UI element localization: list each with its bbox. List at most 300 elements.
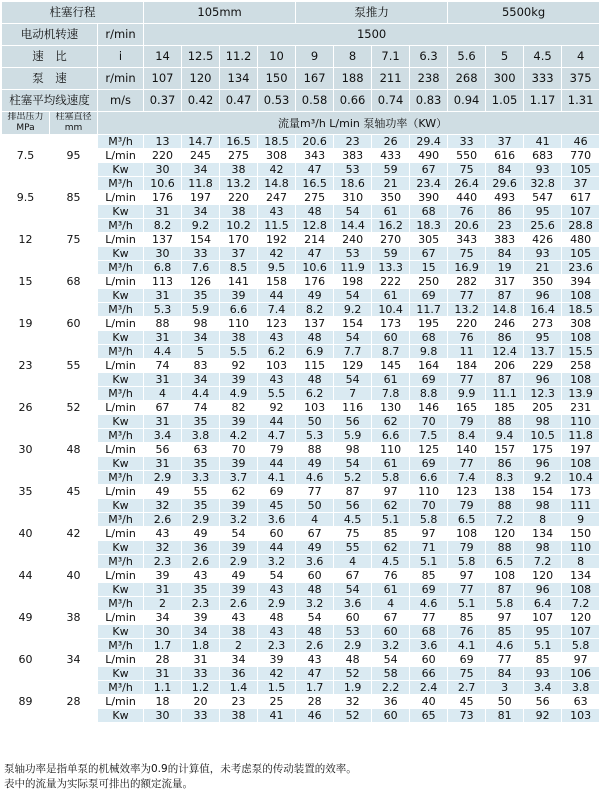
data-cell: 14.8 [258, 177, 296, 191]
data-cell: 2.6 [144, 513, 182, 527]
data-cell: 95 [524, 625, 562, 639]
data-cell: 140 [448, 443, 486, 457]
data-cell: 7.8 [372, 387, 410, 401]
data-cell: 34 [182, 373, 220, 387]
data-cell: 108 [562, 457, 600, 471]
data-cell: 70 [220, 443, 258, 457]
unit-label: M³/h [98, 597, 144, 611]
data-cell: 134 [524, 527, 562, 541]
data-cell: 92 [220, 359, 258, 373]
data-cell: 77 [410, 611, 448, 625]
diameter-value: 55 [50, 345, 98, 387]
unit-label: Kw [98, 709, 144, 723]
data-cell: 3.2 [258, 555, 296, 569]
data-cell: 7.4 [258, 303, 296, 317]
data-cell: 3.6 [258, 513, 296, 527]
data-cell: 2.9 [220, 555, 258, 569]
unit-label: M³/h [98, 261, 144, 275]
data-cell: 16.4 [524, 303, 562, 317]
data-cell: 88 [486, 541, 524, 555]
data-cell: 108 [562, 331, 600, 345]
data-cell: 18.3 [410, 219, 448, 233]
data-cell: 103 [562, 709, 600, 723]
data-cell: 46 [562, 135, 600, 149]
stroke-row [2, 2, 600, 24]
data-cell: 38 [220, 331, 258, 345]
data-cell: 205 [524, 401, 562, 415]
data-cell: 44 [258, 541, 296, 555]
data-cell: 47 [296, 247, 334, 261]
data-cell: 13.9 [562, 387, 600, 401]
data-cell: 61 [372, 583, 410, 597]
unit-label: L/min [98, 569, 144, 583]
data-cell: 34 [182, 205, 220, 219]
data-cell: 350 [372, 191, 410, 205]
diameter-value: 60 [50, 303, 98, 345]
data-cell: 157 [486, 443, 524, 457]
data-cell: 56 [334, 499, 372, 513]
data-cell: 11.1 [486, 387, 524, 401]
data-row [2, 471, 600, 485]
data-cell: 440 [448, 191, 486, 205]
data-cell: 138 [486, 485, 524, 499]
unit-label: L/min [98, 611, 144, 625]
pump-speed-unit: r/min [98, 68, 144, 90]
data-cell: 56 [524, 695, 562, 709]
data-cell: 62 [372, 415, 410, 429]
data-cell: 176 [144, 191, 182, 205]
avg-speed-value: 0.66 [334, 90, 372, 112]
data-cell: 11.8 [562, 429, 600, 443]
data-cell: 4.1 [258, 471, 296, 485]
data-cell: 23.6 [562, 261, 600, 275]
data-cell: 48 [296, 625, 334, 639]
data-cell: 3.7 [220, 471, 258, 485]
data-cell: 195 [410, 317, 448, 331]
data-cell: 48 [334, 653, 372, 667]
data-cell: 222 [372, 275, 410, 289]
data-cell: 48 [296, 583, 334, 597]
data-cell: 62 [372, 541, 410, 555]
data-cell: 69 [410, 373, 448, 387]
data-cell: 54 [334, 289, 372, 303]
diameter-value: 38 [50, 597, 98, 639]
data-cell: 75 [334, 527, 372, 541]
data-cell: 5.8 [486, 597, 524, 611]
data-cell: 82 [220, 401, 258, 415]
diameter-header: 柱塞直径 mm [50, 112, 98, 135]
data-cell: 6.5 [448, 513, 486, 527]
data-cell: 547 [524, 191, 562, 205]
data-cell: 54 [334, 205, 372, 219]
data-cell: 50 [486, 695, 524, 709]
data-cell: 4 [334, 555, 372, 569]
data-cell: 5.3 [144, 303, 182, 317]
data-cell: 74 [144, 359, 182, 373]
data-cell: 84 [486, 667, 524, 681]
data-cell: 41 [524, 135, 562, 149]
data-cell: 42 [258, 667, 296, 681]
data-cell: 61 [372, 457, 410, 471]
data-cell: 110 [372, 443, 410, 457]
data-cell: 77 [448, 373, 486, 387]
pump-speed-value: 268 [448, 68, 486, 90]
data-cell: 49 [220, 569, 258, 583]
data-row [2, 639, 600, 653]
data-cell: 2.6 [296, 639, 334, 653]
data-cell: 76 [448, 205, 486, 219]
data-row [2, 303, 600, 317]
diameter-value: 68 [50, 261, 98, 303]
data-cell: 43 [258, 373, 296, 387]
data-cell: 71 [410, 541, 448, 555]
data-cell: 1.1 [144, 681, 182, 695]
diameter-value: 48 [50, 429, 98, 471]
data-cell: 5.8 [448, 555, 486, 569]
data-cell: 93 [524, 667, 562, 681]
data-cell: 110 [410, 485, 448, 499]
data-cell: 40 [410, 695, 448, 709]
data-cell: 39 [220, 415, 258, 429]
data-cell: 67 [296, 527, 334, 541]
data-cell: 11.7 [410, 303, 448, 317]
data-cell: 31 [144, 457, 182, 471]
data-cell: 214 [296, 233, 334, 247]
data-cell: 39 [220, 541, 258, 555]
data-cell: 8.4 [448, 429, 486, 443]
data-cell: 18.5 [258, 135, 296, 149]
data-cell: 49 [296, 289, 334, 303]
data-cell: 770 [562, 149, 600, 163]
data-cell: 107 [562, 625, 600, 639]
data-cell: 170 [220, 233, 258, 247]
data-cell: 53 [334, 247, 372, 261]
ratio-value: 5 [486, 46, 524, 68]
data-cell: 10.4 [372, 303, 410, 317]
data-cell: 36 [220, 667, 258, 681]
data-cell: 282 [448, 275, 486, 289]
data-cell: 4.4 [182, 387, 220, 401]
data-cell: 10.6 [296, 261, 334, 275]
data-cell: 70 [410, 499, 448, 513]
data-cell: 29.4 [410, 135, 448, 149]
data-cell: 137 [144, 233, 182, 247]
data-cell: 305 [410, 233, 448, 247]
data-cell: 1.2 [182, 681, 220, 695]
data-cell: 6.6 [410, 471, 448, 485]
avg-speed-row [2, 90, 600, 112]
data-cell: 49 [296, 541, 334, 555]
unit-label: M³/h [98, 555, 144, 569]
data-cell: 106 [562, 667, 600, 681]
data-cell: 3.4 [144, 429, 182, 443]
data-cell: 49 [296, 457, 334, 471]
data-cell: 270 [372, 233, 410, 247]
pump-speed-value: 238 [410, 68, 448, 90]
data-cell: 39 [144, 569, 182, 583]
data-cell: 26.4 [448, 177, 486, 191]
data-cell: 98 [524, 499, 562, 513]
data-cell: 81 [486, 709, 524, 723]
diameter-value: 45 [50, 471, 98, 513]
unit-label: Kw [98, 289, 144, 303]
data-cell: 56 [144, 443, 182, 457]
data-cell: 30 [144, 247, 182, 261]
unit-label: L/min [98, 653, 144, 667]
avg-speed-value: 0.53 [258, 90, 296, 112]
data-cell: 60 [334, 611, 372, 625]
data-cell: 54 [372, 653, 410, 667]
data-cell: 87 [486, 373, 524, 387]
pump-speed-value: 300 [486, 68, 524, 90]
stroke-value: 105mm [144, 2, 296, 24]
data-cell: 165 [448, 401, 486, 415]
data-cell: 6.5 [486, 555, 524, 569]
data-cell: 5.9 [182, 303, 220, 317]
data-cell: 113 [144, 275, 182, 289]
data-cell: 30 [144, 709, 182, 723]
data-cell: 9.8 [410, 345, 448, 359]
data-cell: 67 [410, 163, 448, 177]
data-cell: 120 [524, 569, 562, 583]
unit-label: Kw [98, 625, 144, 639]
data-cell: 13 [144, 135, 182, 149]
data-cell: 7.2 [486, 513, 524, 527]
pump-spec-body [2, 2, 600, 723]
data-cell: 77 [448, 289, 486, 303]
data-cell: 1.8 [182, 639, 220, 653]
data-cell: 246 [486, 317, 524, 331]
data-cell: 60 [372, 709, 410, 723]
data-cell: 18 [144, 695, 182, 709]
pressure-value: 9.5 [2, 177, 50, 219]
data-cell: 93 [524, 247, 562, 261]
data-cell: 433 [372, 149, 410, 163]
data-cell: 683 [524, 149, 562, 163]
data-cell: 137 [296, 317, 334, 331]
data-cell: 35 [182, 499, 220, 513]
data-cell: 97 [562, 653, 600, 667]
data-cell: 110 [562, 415, 600, 429]
data-cell: 1.4 [220, 681, 258, 695]
data-cell: 1.7 [144, 639, 182, 653]
data-cell: 43 [258, 625, 296, 639]
data-cell: 108 [562, 373, 600, 387]
pressure-value: 12 [2, 219, 50, 261]
data-cell: 126 [182, 275, 220, 289]
data-cell: 16.9 [448, 261, 486, 275]
data-cell: 123 [448, 485, 486, 499]
data-cell: 4 [144, 387, 182, 401]
data-cell: 98 [334, 443, 372, 457]
data-cell: 173 [372, 317, 410, 331]
data-cell: 98 [182, 317, 220, 331]
pump-speed-value: 120 [182, 68, 220, 90]
data-cell: 23 [220, 695, 258, 709]
data-cell: 93 [524, 163, 562, 177]
data-cell: 41 [258, 709, 296, 723]
data-cell: 2.9 [144, 471, 182, 485]
ratio-value: 12.5 [182, 46, 220, 68]
data-cell: 9.2 [334, 303, 372, 317]
data-cell: 2.6 [220, 597, 258, 611]
data-cell: 493 [486, 191, 524, 205]
data-cell: 39 [220, 457, 258, 471]
data-cell: 25.6 [524, 219, 562, 233]
data-cell: 9 [562, 513, 600, 527]
data-cell: 14.8 [486, 303, 524, 317]
data-cell: 53 [334, 163, 372, 177]
data-cell: 6.8 [144, 261, 182, 275]
data-cell: 176 [296, 275, 334, 289]
data-cell: 18.6 [334, 177, 372, 191]
data-cell: 67 [410, 247, 448, 261]
data-cell: 2 [220, 639, 258, 653]
data-cell: 120 [562, 611, 600, 625]
data-cell: 85 [410, 569, 448, 583]
data-cell: 383 [334, 149, 372, 163]
data-cell: 10.4 [562, 471, 600, 485]
footnotes [4, 762, 357, 792]
data-cell: 34 [220, 653, 258, 667]
pressure-value: 49 [2, 597, 50, 639]
data-cell: 20.6 [448, 219, 486, 233]
data-cell: 39 [182, 611, 220, 625]
data-cell: 5 [182, 345, 220, 359]
data-cell: 85 [448, 611, 486, 625]
data-cell: 3.6 [296, 555, 334, 569]
pressure-value: 23 [2, 345, 50, 387]
data-cell: 231 [562, 401, 600, 415]
data-cell: 8.8 [410, 387, 448, 401]
data-cell: 108 [448, 527, 486, 541]
ratio-value: 8 [334, 46, 372, 68]
data-cell: 110 [220, 317, 258, 331]
data-cell: 7.2 [562, 597, 600, 611]
data-cell: 46 [296, 709, 334, 723]
data-cell: 107 [562, 205, 600, 219]
data-cell: 97 [486, 611, 524, 625]
data-cell: 54 [334, 373, 372, 387]
data-cell: 3.8 [562, 681, 600, 695]
data-cell: 273 [524, 317, 562, 331]
avg-speed-value: 0.83 [410, 90, 448, 112]
data-cell: 33 [448, 135, 486, 149]
data-cell: 59 [372, 163, 410, 177]
data-cell: 206 [486, 359, 524, 373]
data-cell: 8.7 [372, 345, 410, 359]
data-cell: 258 [562, 359, 600, 373]
data-cell: 247 [258, 191, 296, 205]
avg-speed-value: 1.31 [562, 90, 600, 112]
pressure-value: 60 [2, 639, 50, 681]
data-cell: 2.6 [182, 555, 220, 569]
data-cell: 32 [334, 695, 372, 709]
data-cell: 84 [486, 247, 524, 261]
data-cell: 16.5 [296, 177, 334, 191]
data-cell: 2 [144, 597, 182, 611]
data-cell: 26 [372, 135, 410, 149]
data-cell: 197 [182, 191, 220, 205]
data-cell: 31 [144, 667, 182, 681]
data-cell: 38 [220, 163, 258, 177]
data-cell: 116 [334, 401, 372, 415]
data-cell: 86 [486, 331, 524, 345]
data-cell: 111 [562, 499, 600, 513]
unit-label: L/min [98, 359, 144, 373]
diameter-value: 28 [50, 681, 98, 723]
data-cell: 50 [296, 499, 334, 513]
pressure-header: 排出压力 MPa [2, 112, 50, 135]
data-cell: 88 [296, 443, 334, 457]
data-cell: 550 [448, 149, 486, 163]
pump-speed-value: 375 [562, 68, 600, 90]
data-cell: 15.5 [562, 345, 600, 359]
ratio-value: 9 [296, 46, 334, 68]
data-cell: 54 [220, 527, 258, 541]
data-cell: 154 [182, 233, 220, 247]
data-cell: 32.8 [524, 177, 562, 191]
data-cell: 2.4 [410, 681, 448, 695]
data-cell: 60 [372, 625, 410, 639]
data-cell: 69 [410, 457, 448, 471]
data-cell: 4.6 [486, 639, 524, 653]
data-cell: 97 [448, 569, 486, 583]
data-cell: 36 [372, 695, 410, 709]
data-cell: 96 [524, 289, 562, 303]
data-cell: 25 [258, 695, 296, 709]
rpm-value: 1500 [144, 24, 600, 46]
flow-power-caption: 流量m³/h L/min 泵轴功率（KW） [98, 112, 600, 135]
data-cell: 61 [372, 205, 410, 219]
data-cell: 616 [486, 149, 524, 163]
data-cell: 87 [334, 485, 372, 499]
data-cell: 7.4 [448, 471, 486, 485]
diameter-value: 40 [50, 555, 98, 597]
data-cell: 44 [258, 457, 296, 471]
ratio-value: 4 [562, 46, 600, 68]
data-cell: 31 [144, 289, 182, 303]
data-cell: 11 [448, 345, 486, 359]
data-cell: 55 [334, 541, 372, 555]
unit-label: M³/h [98, 135, 144, 149]
data-cell: 43 [220, 611, 258, 625]
data-cell: 69 [258, 485, 296, 499]
pressure-value: 26 [2, 387, 50, 429]
data-cell: 49 [182, 527, 220, 541]
diameter-value: 34 [50, 639, 98, 681]
data-cell: 110 [562, 541, 600, 555]
data-cell: 197 [562, 443, 600, 457]
data-cell: 86 [486, 457, 524, 471]
data-cell: 5.3 [296, 429, 334, 443]
data-cell: 175 [524, 443, 562, 457]
data-cell: 45 [448, 695, 486, 709]
data-cell: 10.5 [524, 429, 562, 443]
ratio-value: 4.5 [524, 46, 562, 68]
data-cell: 31 [144, 373, 182, 387]
data-cell: 75 [448, 667, 486, 681]
data-cell: 85 [372, 527, 410, 541]
data-cell: 61 [372, 289, 410, 303]
data-cell: 32 [144, 541, 182, 555]
ratio-value: 6.3 [410, 46, 448, 68]
unit-label: Kw [98, 331, 144, 345]
data-cell: 5.8 [410, 513, 448, 527]
data-cell: 15 [410, 261, 448, 275]
data-cell: 3.3 [182, 471, 220, 485]
data-cell: 67 [144, 401, 182, 415]
